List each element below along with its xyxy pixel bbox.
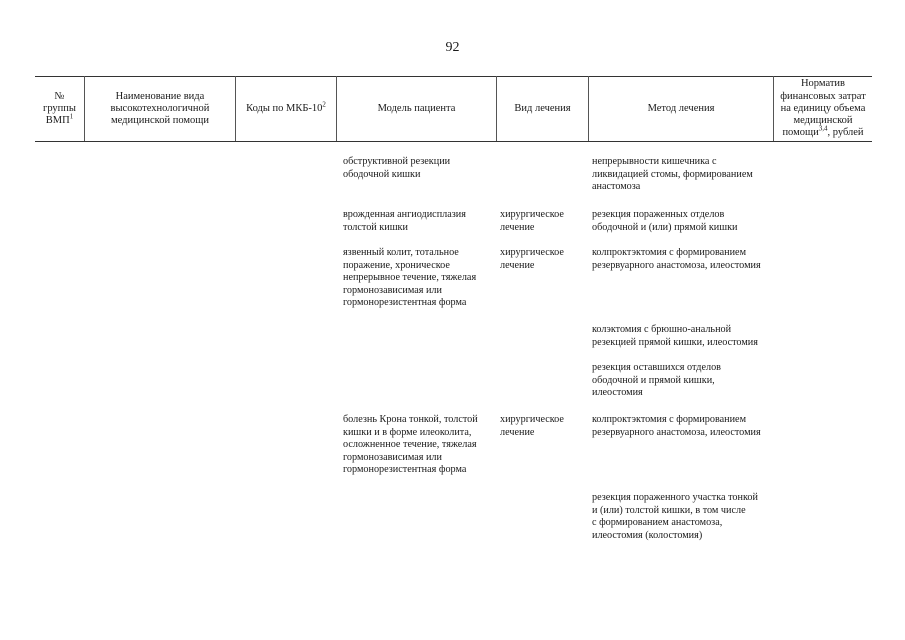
treatment-method-cell: колпроктэктомия с формированием резервуарного анастомоза, илеостомия — [592, 414, 761, 438]
header-treatment-type: Вид лечения — [514, 102, 571, 114]
patient-model-cell: болезнь Крона тонкой, толстой кишки и в форме илеоколита, осложненное течение, тяжелая гормонозависимая или гормонорезистентная форма — [343, 414, 478, 476]
patient-model-cell: обструктивной резекции ободочной кишки — [343, 156, 451, 180]
header-financial-norm — [774, 77, 872, 141]
patient-model-cell: врожденная ангиодисплазия толстой кишки — [343, 209, 466, 233]
treatment-method-cell: резекция оставшихся отделов ободочной и прямой кишки, илеостомия — [592, 362, 721, 399]
treatment-method-cell: колпроктэктомия с формированием резервуарного анастомоза, илеостомия — [592, 247, 761, 271]
header-treatment-method: Метод лечения — [647, 102, 715, 114]
header-financial-norm-label: Норматив финансовых затрат на единицу объема медицинской помощи — [780, 78, 866, 139]
treatment-method-cell: колэктомия с брюшно-анальной резекцией прямой кишки, илеостомия — [592, 324, 758, 348]
treatment-type-cell: хирургическое лечение — [500, 247, 564, 271]
header-group-number-label: № группы ВМП — [43, 90, 76, 127]
header-care-type: Наименование вида высокотехнологичной медицинской помощи — [110, 90, 210, 127]
footnote-mark: 1 — [69, 112, 74, 121]
header-patient-model: Модель пациента — [377, 102, 456, 114]
header-group-number — [35, 77, 84, 141]
treatment-method-cell: резекция пораженного участка тонкой и (или) толстой кишки, в том числе с формированием анастомоза, илеостомия (колостомия) — [592, 492, 758, 541]
patient-model-cell: язвенный колит, тотальное поражение, хроническое непрерывное течение, тяжелая гормонозависимая или гормонорезистентная форма — [343, 247, 477, 309]
page-number: 92 — [445, 40, 460, 55]
treatment-method-cell: резекция пораженных отделов ободочной и (или) прямой кишки — [592, 209, 738, 233]
treatment-type-cell: хирургическое лечение — [500, 209, 564, 233]
header-icd-codes — [236, 77, 336, 141]
header-icd-codes-label: Коды по МКБ-10 — [246, 102, 323, 114]
header-bottom-rule — [35, 141, 872, 142]
header-financial-norm-suffix: , рублей — [827, 127, 864, 139]
treatment-method-cell: непрерывности кишечника с ликвидацией стомы, формированием анастомоза — [592, 156, 753, 193]
treatment-type-cell: хирургическое лечение — [500, 414, 564, 438]
footnote-mark: 3,4 — [818, 124, 828, 133]
footnote-mark: 2 — [322, 100, 326, 109]
